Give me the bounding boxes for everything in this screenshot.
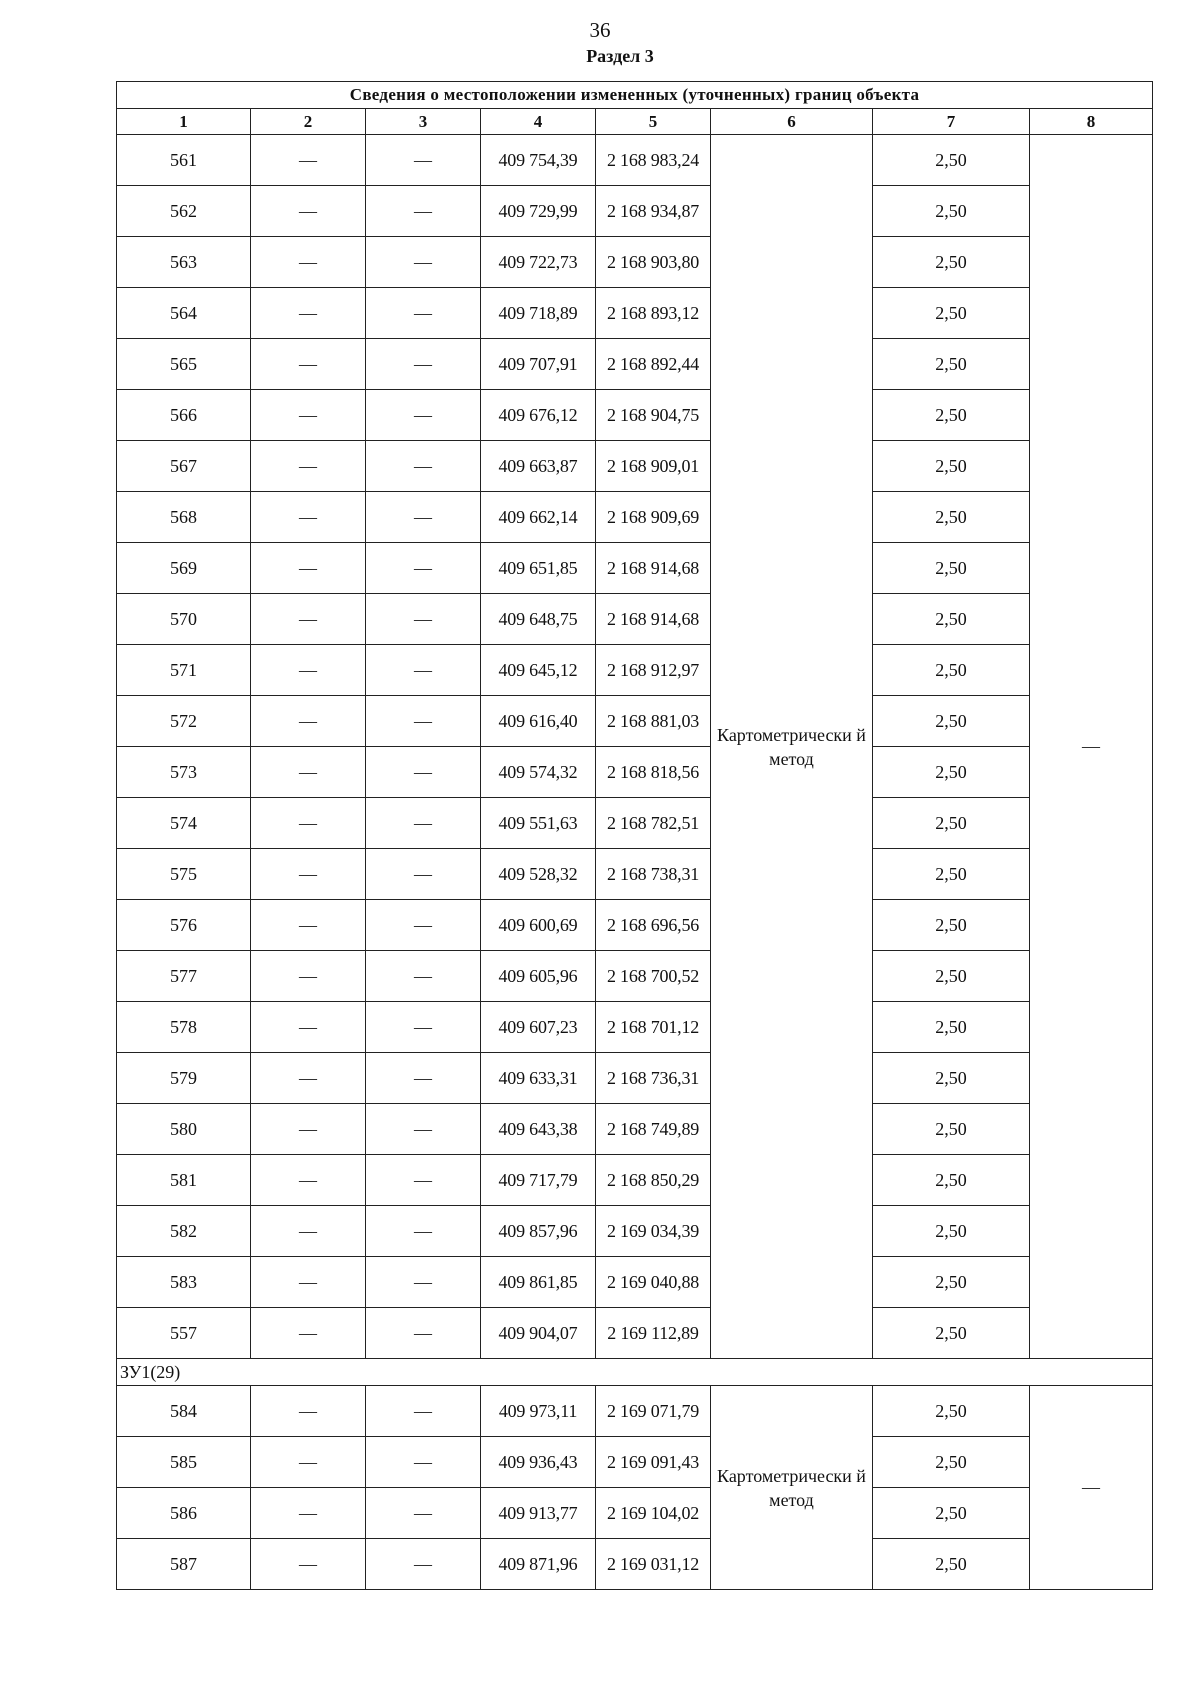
col3-cell: — <box>366 849 481 900</box>
point-number-cell: 584 <box>117 1386 251 1437</box>
point-number-cell: 573 <box>117 747 251 798</box>
y-coordinate-cell: 2 169 040,88 <box>596 1257 711 1308</box>
col3-cell: — <box>366 1437 481 1488</box>
y-coordinate-cell: 2 168 736,31 <box>596 1053 711 1104</box>
x-coordinate-cell: 409 574,32 <box>481 747 596 798</box>
col2-cell: — <box>251 645 366 696</box>
col2-cell: — <box>251 543 366 594</box>
x-coordinate-cell: 409 643,38 <box>481 1104 596 1155</box>
accuracy-cell: 2,50 <box>873 135 1030 186</box>
accuracy-cell: 2,50 <box>873 339 1030 390</box>
col3-cell: — <box>366 135 481 186</box>
y-coordinate-cell: 2 168 909,01 <box>596 441 711 492</box>
table-row <box>117 1488 1153 1539</box>
table-row <box>117 951 1153 1002</box>
table-row <box>117 747 1153 798</box>
y-coordinate-cell: 2 168 818,56 <box>596 747 711 798</box>
table-row <box>117 1053 1153 1104</box>
table-row <box>117 1437 1153 1488</box>
col3-cell: — <box>366 1053 481 1104</box>
table-row <box>117 1386 1153 1437</box>
table-title: Сведения о местоположении измененных (уточненных) границ объекта <box>117 82 1153 109</box>
table-row <box>117 543 1153 594</box>
col3-cell: — <box>366 645 481 696</box>
col3-cell: — <box>366 951 481 1002</box>
x-coordinate-cell: 409 551,63 <box>481 798 596 849</box>
accuracy-cell: 2,50 <box>873 1386 1030 1437</box>
col2-cell: — <box>251 339 366 390</box>
point-number-cell: 569 <box>117 543 251 594</box>
col2-cell: — <box>251 186 366 237</box>
accuracy-cell: 2,50 <box>873 1257 1030 1308</box>
point-number-cell: 565 <box>117 339 251 390</box>
accuracy-cell: 2,50 <box>873 1539 1030 1590</box>
col3-cell: — <box>366 390 481 441</box>
table-row <box>117 1155 1153 1206</box>
y-coordinate-cell: 2 169 091,43 <box>596 1437 711 1488</box>
point-number-cell: 585 <box>117 1437 251 1488</box>
col8-cell: — <box>1030 1386 1153 1590</box>
column-number: 2 <box>251 109 366 135</box>
table-row <box>117 645 1153 696</box>
column-number: 7 <box>873 109 1030 135</box>
col2-cell: — <box>251 900 366 951</box>
accuracy-cell: 2,50 <box>873 186 1030 237</box>
point-number-cell: 586 <box>117 1488 251 1539</box>
point-number-cell: 561 <box>117 135 251 186</box>
col2-cell: — <box>251 441 366 492</box>
y-coordinate-cell: 2 168 914,68 <box>596 594 711 645</box>
col2-cell: — <box>251 1155 366 1206</box>
accuracy-cell: 2,50 <box>873 696 1030 747</box>
col2-cell: — <box>251 1002 366 1053</box>
x-coordinate-cell: 409 718,89 <box>481 288 596 339</box>
y-coordinate-cell: 2 168 749,89 <box>596 1104 711 1155</box>
table-body <box>117 82 1153 1590</box>
col3-cell: — <box>366 543 481 594</box>
table-row <box>117 288 1153 339</box>
y-coordinate-cell: 2 169 071,79 <box>596 1386 711 1437</box>
x-coordinate-cell: 409 722,73 <box>481 237 596 288</box>
table-row <box>117 441 1153 492</box>
x-coordinate-cell: 409 729,99 <box>481 186 596 237</box>
x-coordinate-cell: 409 633,31 <box>481 1053 596 1104</box>
x-coordinate-cell: 409 648,75 <box>481 594 596 645</box>
x-coordinate-cell: 409 645,12 <box>481 645 596 696</box>
method-cell: Картометрически й метод <box>711 1386 873 1590</box>
section-title: Раздел 3 <box>586 46 654 66</box>
point-number-cell: 574 <box>117 798 251 849</box>
accuracy-cell: 2,50 <box>873 237 1030 288</box>
accuracy-cell: 2,50 <box>873 798 1030 849</box>
accuracy-cell: 2,50 <box>873 1308 1030 1359</box>
y-coordinate-cell: 2 168 696,56 <box>596 900 711 951</box>
x-coordinate-cell: 409 528,32 <box>481 849 596 900</box>
y-coordinate-cell: 2 168 881,03 <box>596 696 711 747</box>
col2-cell: — <box>251 1539 366 1590</box>
col3-cell: — <box>366 339 481 390</box>
col3-cell: — <box>366 1539 481 1590</box>
accuracy-cell: 2,50 <box>873 1488 1030 1539</box>
point-number-cell: 577 <box>117 951 251 1002</box>
y-coordinate-cell: 2 168 738,31 <box>596 849 711 900</box>
y-coordinate-cell: 2 168 782,51 <box>596 798 711 849</box>
col2-cell: — <box>251 747 366 798</box>
accuracy-cell: 2,50 <box>873 747 1030 798</box>
col3-cell: — <box>366 1488 481 1539</box>
method-cell: Картометрически й метод <box>711 135 873 1359</box>
col3-cell: — <box>366 1155 481 1206</box>
point-number-cell: 575 <box>117 849 251 900</box>
table-row <box>117 696 1153 747</box>
page-number: 36 <box>589 18 611 42</box>
table-row <box>117 849 1153 900</box>
col2-cell: — <box>251 1053 366 1104</box>
y-coordinate-cell: 2 168 912,97 <box>596 645 711 696</box>
group-label-row <box>117 1359 1153 1386</box>
col2-cell: — <box>251 492 366 543</box>
col3-cell: — <box>366 747 481 798</box>
table-row <box>117 339 1153 390</box>
col2-cell: — <box>251 1308 366 1359</box>
x-coordinate-cell: 409 662,14 <box>481 492 596 543</box>
table-title-row <box>117 82 1153 109</box>
col3-cell: — <box>366 696 481 747</box>
accuracy-cell: 2,50 <box>873 1155 1030 1206</box>
y-coordinate-cell: 2 168 909,69 <box>596 492 711 543</box>
column-number: 6 <box>711 109 873 135</box>
table-row <box>117 237 1153 288</box>
table-row <box>117 1206 1153 1257</box>
table-row <box>117 1308 1153 1359</box>
accuracy-cell: 2,50 <box>873 1206 1030 1257</box>
col3-cell: — <box>366 1104 481 1155</box>
column-number: 3 <box>366 109 481 135</box>
y-coordinate-cell: 2 168 893,12 <box>596 288 711 339</box>
point-number-cell: 570 <box>117 594 251 645</box>
col3-cell: — <box>366 1206 481 1257</box>
accuracy-cell: 2,50 <box>873 1053 1030 1104</box>
x-coordinate-cell: 409 913,77 <box>481 1488 596 1539</box>
col2-cell: — <box>251 798 366 849</box>
col8-cell: — <box>1030 135 1153 1359</box>
y-coordinate-cell: 2 168 904,75 <box>596 390 711 441</box>
table-row <box>117 900 1153 951</box>
y-coordinate-cell: 2 168 903,80 <box>596 237 711 288</box>
col3-cell: — <box>366 1308 481 1359</box>
point-number-cell: 578 <box>117 1002 251 1053</box>
x-coordinate-cell: 409 607,23 <box>481 1002 596 1053</box>
col2-cell: — <box>251 1104 366 1155</box>
col3-cell: — <box>366 594 481 645</box>
column-number: 1 <box>117 109 251 135</box>
point-number-cell: 580 <box>117 1104 251 1155</box>
x-coordinate-cell: 409 973,11 <box>481 1386 596 1437</box>
y-coordinate-cell: 2 169 031,12 <box>596 1539 711 1590</box>
accuracy-cell: 2,50 <box>873 441 1030 492</box>
col3-cell: — <box>366 186 481 237</box>
column-number: 8 <box>1030 109 1153 135</box>
column-number: 5 <box>596 109 711 135</box>
x-coordinate-cell: 409 861,85 <box>481 1257 596 1308</box>
col2-cell: — <box>251 1257 366 1308</box>
col2-cell: — <box>251 849 366 900</box>
accuracy-cell: 2,50 <box>873 492 1030 543</box>
col2-cell: — <box>251 1437 366 1488</box>
y-coordinate-cell: 2 168 934,87 <box>596 186 711 237</box>
col2-cell: — <box>251 951 366 1002</box>
point-number-cell: 571 <box>117 645 251 696</box>
table-row <box>117 1257 1153 1308</box>
accuracy-cell: 2,50 <box>873 849 1030 900</box>
x-coordinate-cell: 409 605,96 <box>481 951 596 1002</box>
col3-cell: — <box>366 492 481 543</box>
y-coordinate-cell: 2 168 701,12 <box>596 1002 711 1053</box>
col2-cell: — <box>251 135 366 186</box>
accuracy-cell: 2,50 <box>873 900 1030 951</box>
col2-cell: — <box>251 390 366 441</box>
table-row <box>117 1539 1153 1590</box>
x-coordinate-cell: 409 871,96 <box>481 1539 596 1590</box>
point-number-cell: 572 <box>117 696 251 747</box>
column-number: 4 <box>481 109 596 135</box>
col3-cell: — <box>366 900 481 951</box>
x-coordinate-cell: 409 616,40 <box>481 696 596 747</box>
table-row <box>117 390 1153 441</box>
accuracy-cell: 2,50 <box>873 1002 1030 1053</box>
table-row <box>117 594 1153 645</box>
col2-cell: — <box>251 1488 366 1539</box>
y-coordinate-cell: 2 168 914,68 <box>596 543 711 594</box>
accuracy-cell: 2,50 <box>873 390 1030 441</box>
col2-cell: — <box>251 1206 366 1257</box>
point-number-cell: 579 <box>117 1053 251 1104</box>
point-number-cell: 568 <box>117 492 251 543</box>
y-coordinate-cell: 2 168 983,24 <box>596 135 711 186</box>
x-coordinate-cell: 409 904,07 <box>481 1308 596 1359</box>
col3-cell: — <box>366 798 481 849</box>
accuracy-cell: 2,50 <box>873 594 1030 645</box>
point-number-cell: 567 <box>117 441 251 492</box>
x-coordinate-cell: 409 857,96 <box>481 1206 596 1257</box>
x-coordinate-cell: 409 651,85 <box>481 543 596 594</box>
x-coordinate-cell: 409 717,79 <box>481 1155 596 1206</box>
table-row <box>117 1104 1153 1155</box>
x-coordinate-cell: 409 600,69 <box>481 900 596 951</box>
col3-cell: — <box>366 1002 481 1053</box>
accuracy-cell: 2,50 <box>873 543 1030 594</box>
col2-cell: — <box>251 237 366 288</box>
y-coordinate-cell: 2 169 112,89 <box>596 1308 711 1359</box>
y-coordinate-cell: 2 168 850,29 <box>596 1155 711 1206</box>
point-number-cell: 582 <box>117 1206 251 1257</box>
col2-cell: — <box>251 288 366 339</box>
y-coordinate-cell: 2 168 892,44 <box>596 339 711 390</box>
point-number-cell: 557 <box>117 1308 251 1359</box>
accuracy-cell: 2,50 <box>873 645 1030 696</box>
column-number-row <box>117 109 1153 135</box>
table-row <box>117 135 1153 186</box>
y-coordinate-cell: 2 169 104,02 <box>596 1488 711 1539</box>
point-number-cell: 576 <box>117 900 251 951</box>
point-number-cell: 563 <box>117 237 251 288</box>
col3-cell: — <box>366 288 481 339</box>
col2-cell: — <box>251 1386 366 1437</box>
col2-cell: — <box>251 696 366 747</box>
table-row <box>117 492 1153 543</box>
accuracy-cell: 2,50 <box>873 951 1030 1002</box>
accuracy-cell: 2,50 <box>873 288 1030 339</box>
col3-cell: — <box>366 1257 481 1308</box>
table-row <box>117 186 1153 237</box>
point-number-cell: 583 <box>117 1257 251 1308</box>
accuracy-cell: 2,50 <box>873 1437 1030 1488</box>
x-coordinate-cell: 409 936,43 <box>481 1437 596 1488</box>
group-label: ЗУ1(29) <box>117 1359 1153 1386</box>
col3-cell: — <box>366 441 481 492</box>
x-coordinate-cell: 409 663,87 <box>481 441 596 492</box>
x-coordinate-cell: 409 676,12 <box>481 390 596 441</box>
y-coordinate-cell: 2 169 034,39 <box>596 1206 711 1257</box>
col3-cell: — <box>366 1386 481 1437</box>
x-coordinate-cell: 409 707,91 <box>481 339 596 390</box>
table-row <box>117 798 1153 849</box>
col2-cell: — <box>251 594 366 645</box>
x-coordinate-cell: 409 754,39 <box>481 135 596 186</box>
col3-cell: — <box>366 237 481 288</box>
y-coordinate-cell: 2 168 700,52 <box>596 951 711 1002</box>
point-number-cell: 566 <box>117 390 251 441</box>
point-number-cell: 562 <box>117 186 251 237</box>
boundary-coordinates-table <box>116 81 1153 1590</box>
point-number-cell: 587 <box>117 1539 251 1590</box>
point-number-cell: 581 <box>117 1155 251 1206</box>
point-number-cell: 564 <box>117 288 251 339</box>
accuracy-cell: 2,50 <box>873 1104 1030 1155</box>
table-row <box>117 1002 1153 1053</box>
